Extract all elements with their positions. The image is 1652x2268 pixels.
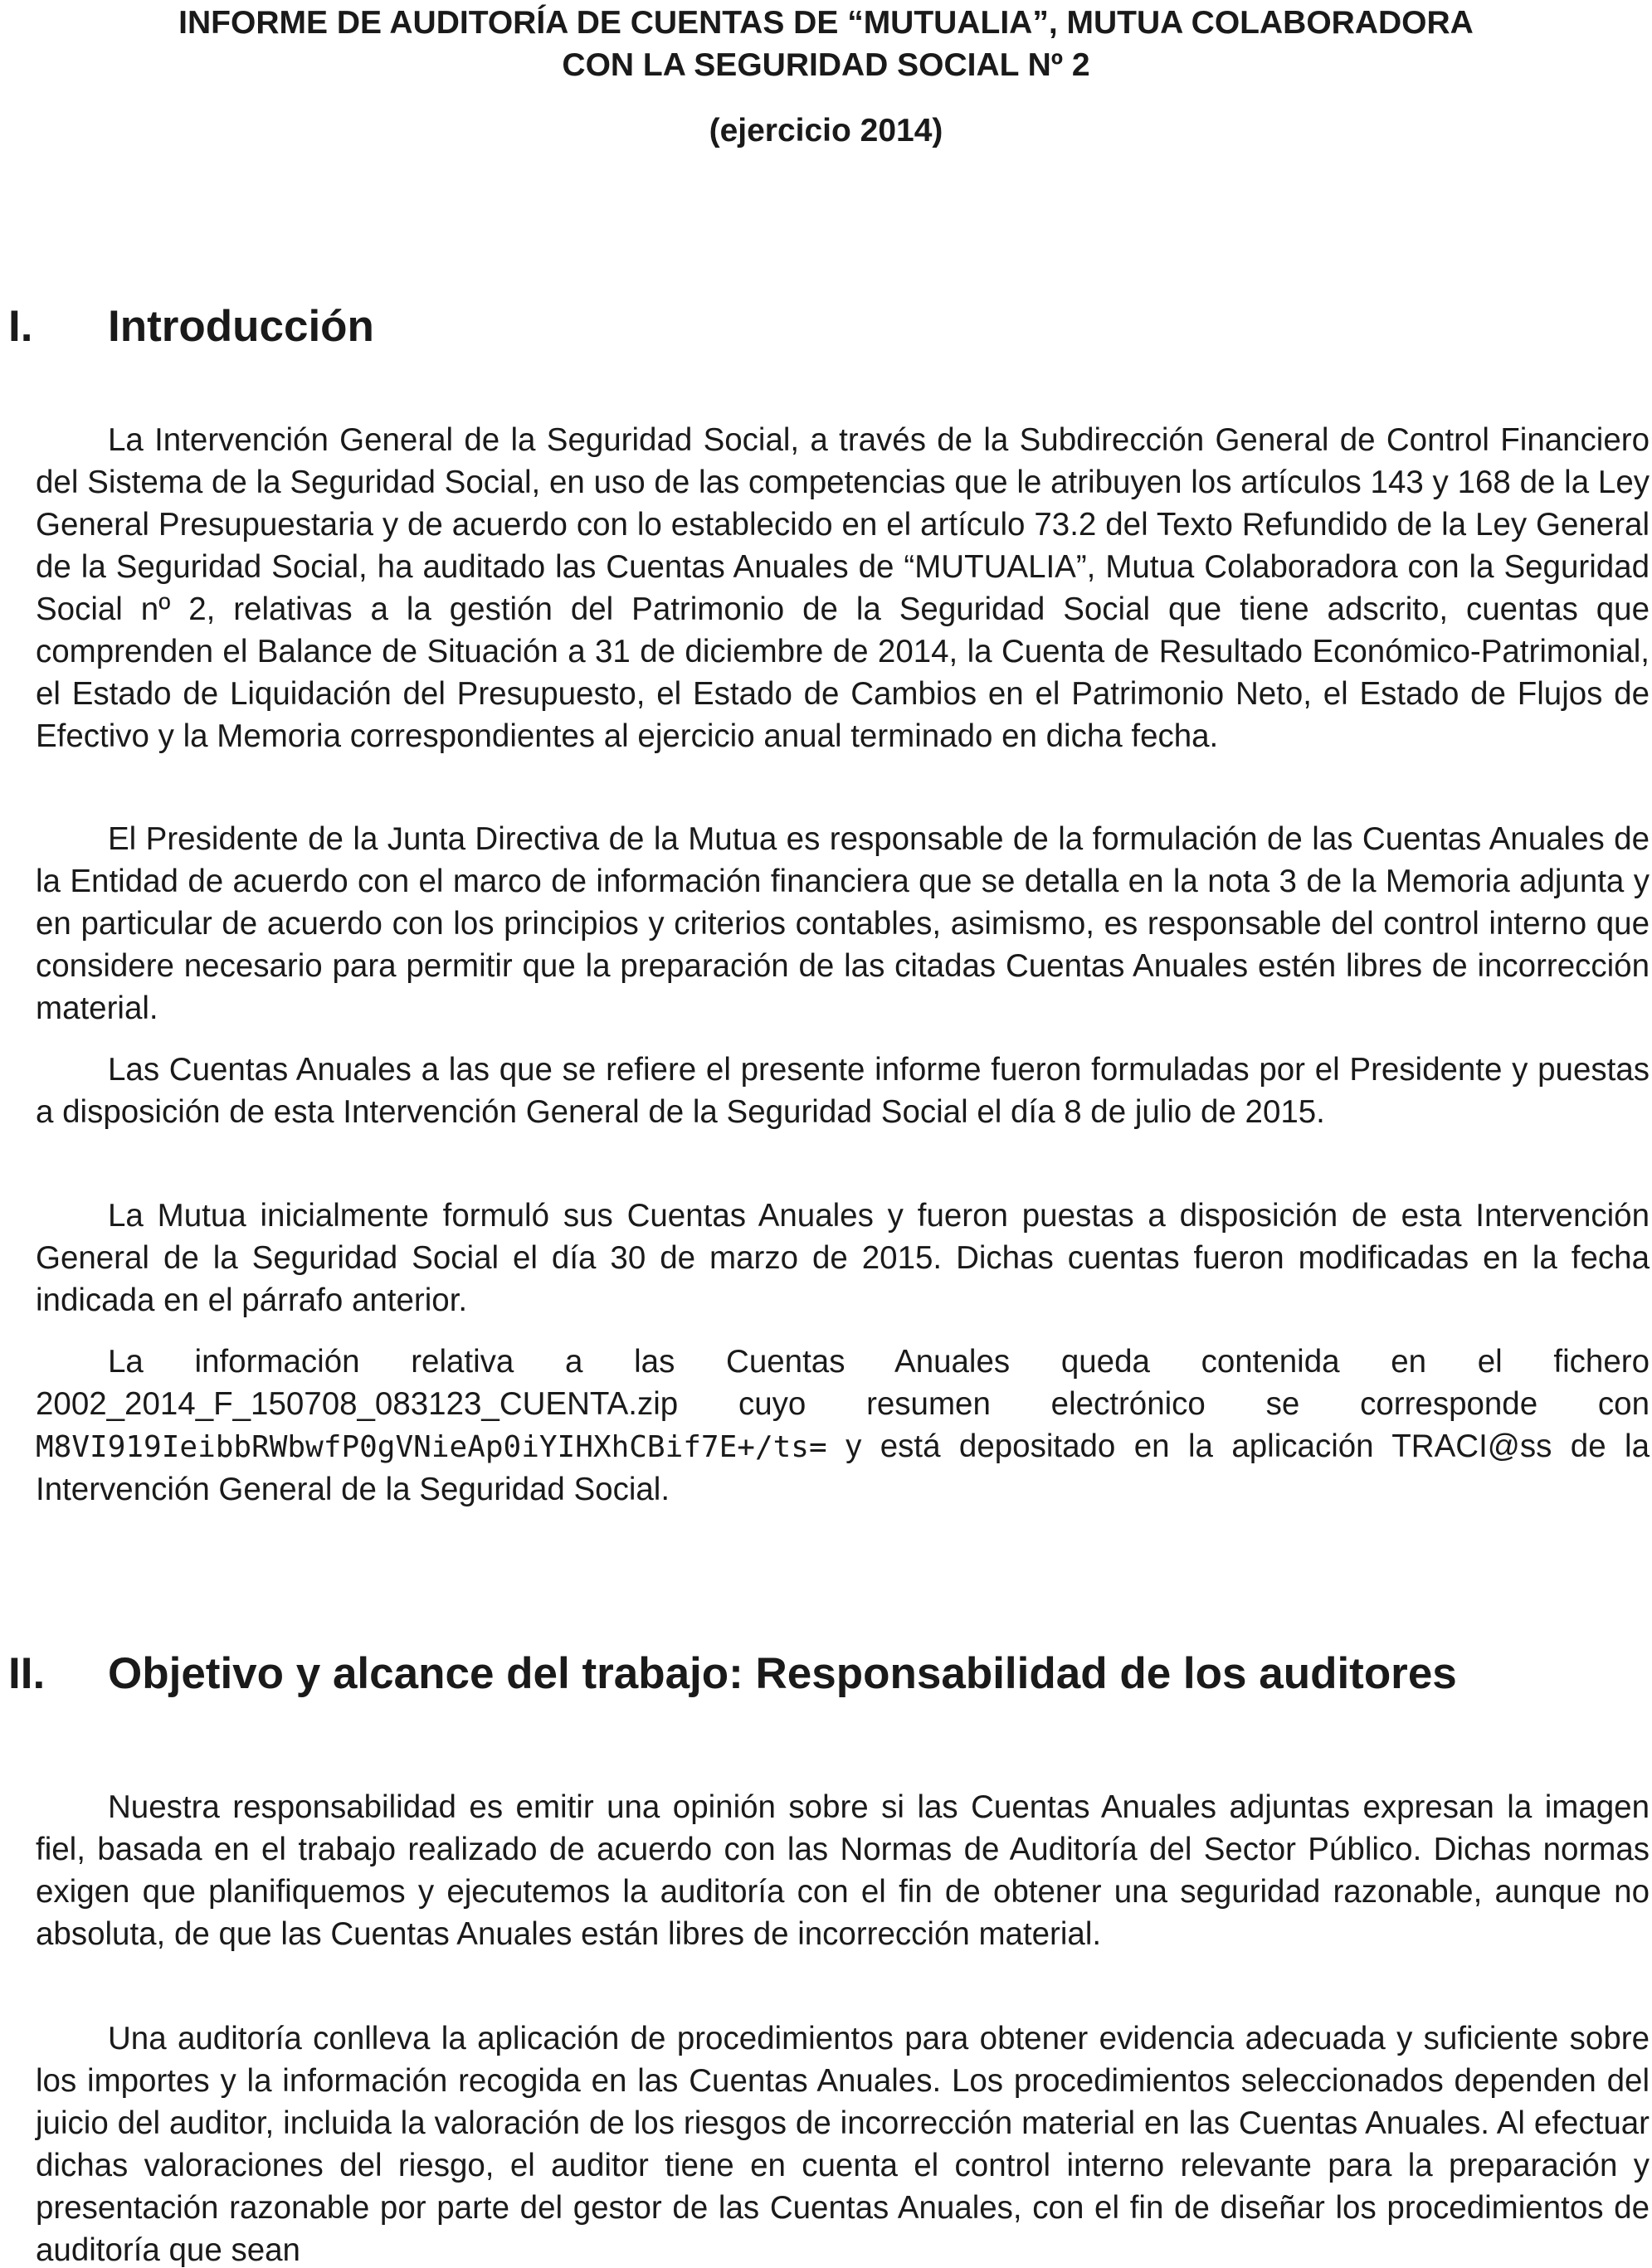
file-text-part-1: La información relativa a las Cuentas Anuales queda contenida en el fichero 2002_2014_F_150708_083123_CUENTA.zip cuyo resumen electrónico se corresponde con (36, 1344, 1650, 1422)
document-subtitle-year: (ejercicio 2014) (709, 113, 943, 148)
paragraph-objetivo-2: Una auditoría conlleva la aplicación de procedimientos para obtener evidencia adecuada y suficiente sobre los importes y la información recogida en las Cuentas Anuales. Los procedimientos seleccionados dependen del juicio del auditor, incluida la valoración de los riesgos de incorrección material en las Cuentas Anuales. Al efectuar dichas valoraciones del riesgo, el auditor tiene en cuenta el control interno relevante para la preparación y presentación razonable por parte del gestor de las Cuentas Anuales, con el fin de diseñar los procedimientos de auditoría que sean (36, 2021, 1650, 2268)
file-text-part-2: y está depositado en la aplicación TRACI@ss de la Intervención General de la Seguridad Social. (36, 1428, 1650, 1507)
paragraph-intro-3: Las Cuentas Anuales a las que se refiere el presente informe fueron formuladas por el Presidente y puestas a disposición de esta Intervención General de la Seguridad Social el día 8 de julio de 2015. (36, 1052, 1650, 1130)
document-title-line-1: INFORME DE AUDITORÍA DE CUENTAS DE “MUTUALIA”, MUTUA COLABORADORA (178, 5, 1474, 41)
section-title: Introducción (108, 302, 374, 351)
document-title-line-2: CON LA SEGURIDAD SOCIAL Nº 2 (562, 47, 1090, 83)
paragraph-objetivo-1: Nuestra responsabilidad es emitir una opinión sobre si las Cuentas Anuales adjuntas expresan la imagen fiel, basada en el trabajo realizado de acuerdo con las Normas de Auditoría del Sector Público. Dichas normas exigen que planifiquemos y ejecutemos la auditoría con el fin de obtener una seguridad razonable, aunque no absoluta, de que las Cuentas Anuales están libres de incorrección material. (36, 1789, 1650, 1952)
paragraph-intro-file (36, 1341, 1650, 1511)
section-title: Objetivo y alcance del trabajo: Responsabilidad de los auditores (108, 1649, 1457, 1698)
paragraph-intro-4: La Mutua inicialmente formuló sus Cuentas Anuales y fueron puestas a disposición de esta Intervención General de la Seguridad Social el día 30 de marzo de 2015. Dichas cuentas fueron modificadas en la fecha indicada en el párrafo anterior. (36, 1198, 1650, 1318)
electronic-hash: M8VI919IeibbRWbwfP0gVNieAp0iYIHXhCBif7E+/ts= (36, 1430, 827, 1464)
section-number: I. (8, 302, 33, 351)
paragraph-intro-2: El Presidente de la Junta Directiva de la Mutua es responsable de la formulación de las Cuentas Anuales de la Entidad de acuerdo con el marco de información financiera que se detalla en la nota 3 de la Memoria adjunta y en particular de acuerdo con los principios y criterios contables, asimismo, es responsable del control interno que considere necesario para permitir que la preparación de las citadas Cuentas Anuales estén libres de incorrección material. (36, 821, 1650, 1026)
section-number: II. (8, 1649, 46, 1698)
paragraph-intro-1: La Intervención General de la Seguridad Social, a través de la Subdirección General de Control Financiero del Sistema de la Seguridad Social, en uso de las competencias que le atribuyen los artículos 143 y 168 de la Ley General Presupuestaria y de acuerdo con lo establecido en el artículo 73.2 del Texto Refundido de la Ley General de la Seguridad Social, ha auditado las Cuentas Anuales de “MUTUALIA”, Mutua Colaboradora con la Seguridad Social nº 2, relativas a la gestión del Patrimonio de la Seguridad Social que tiene adscrito, cuentas que comprenden el Balance de Situación a 31 de diciembre de 2014, la Cuenta de Resultado Económico-Patrimonial, el Estado de Liquidación del Presupuesto, el Estado de Cambios en el Patrimonio Neto, el Estado de Flujos de Efectivo y la Memoria correspondientes al ejercicio anual terminado en dicha fecha. (36, 422, 1650, 754)
